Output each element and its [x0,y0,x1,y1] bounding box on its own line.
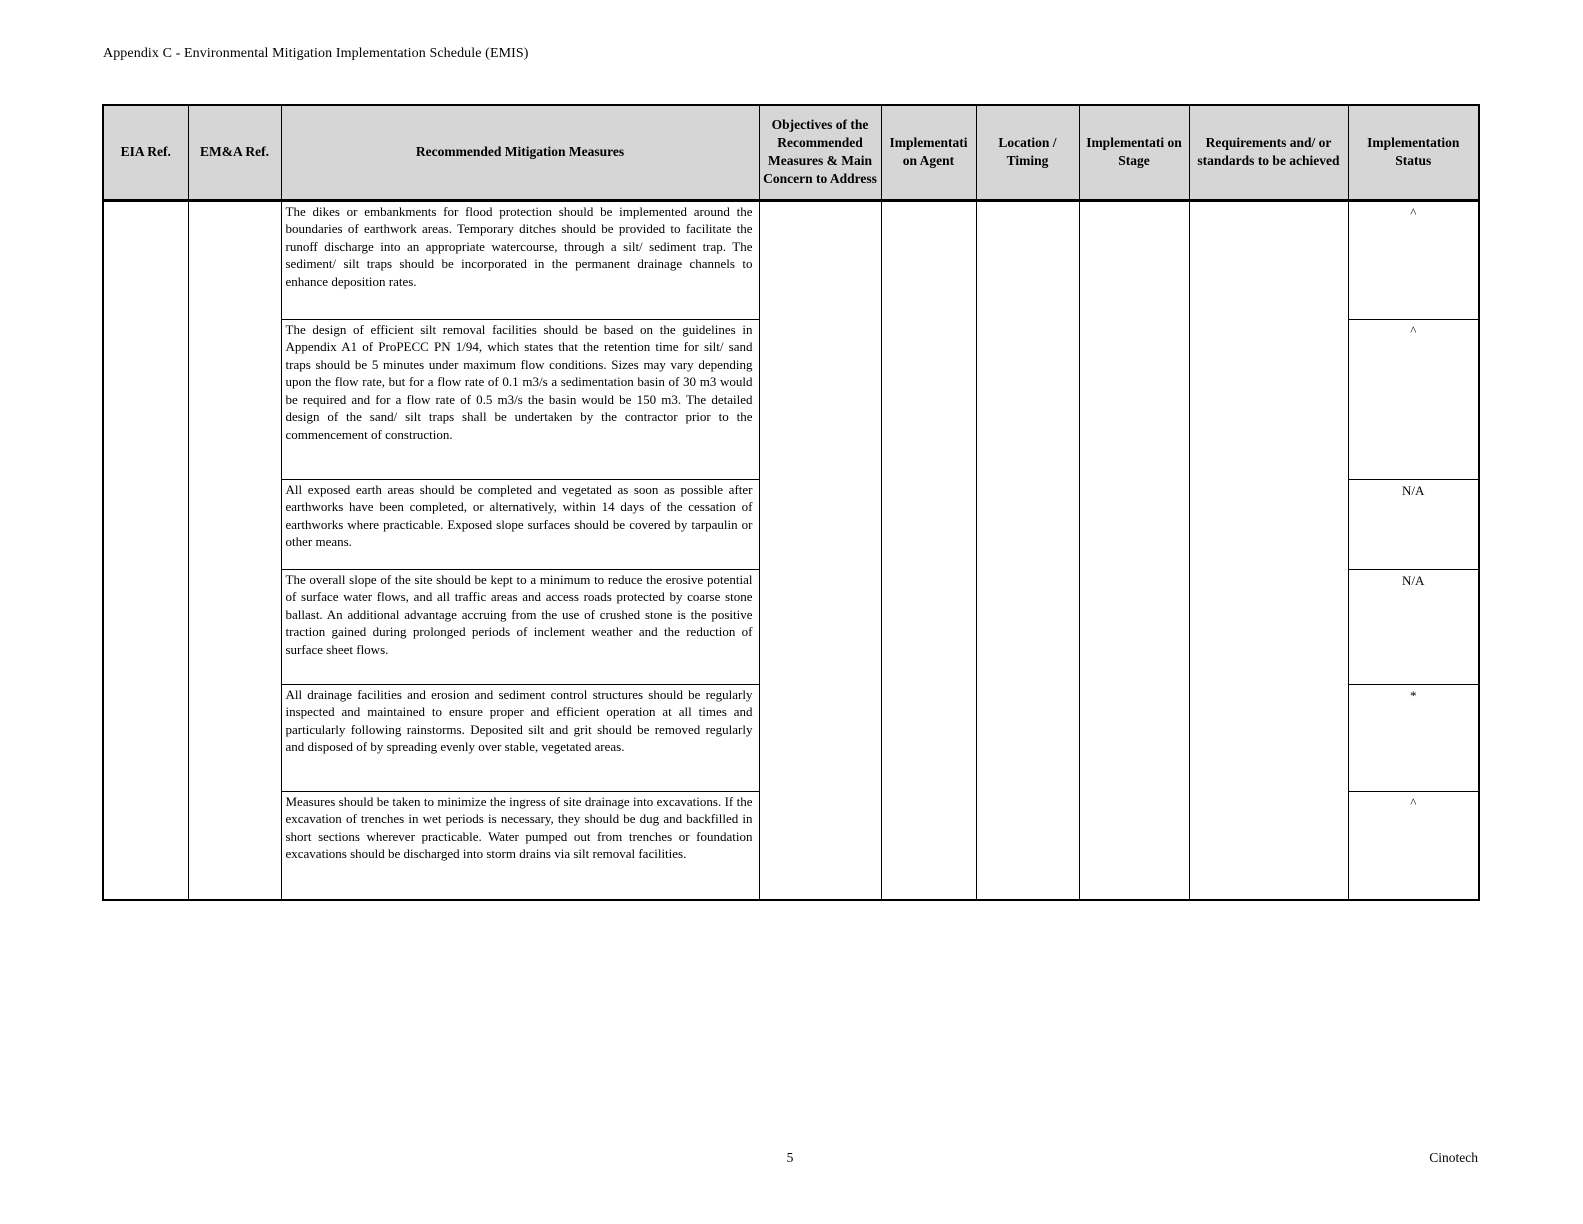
column-header-implementation-stage: Implementati on Stage [1079,105,1189,200]
column-header-recommended-mitigation-measures: Recommended Mitigation Measures [281,105,759,200]
footer-company: Cinotech [1429,1150,1478,1165]
page-footer [102,1150,1478,1170]
page-number: 5 [786,1150,794,1165]
column-header-requirements: Requirements and/ or standards to be achieved [1189,105,1348,200]
table-row [103,200,1479,319]
measure-cell: The design of efficient silt removal facilities should be based on the guidelines in Appendix A1 of ProPECC PN 1/94, which states that the retention time for silt/ sand traps should be 5 minutes under maximum flow conditions. Sizes may vary depending upon the flow rate, but for a flow rate of 0.1 m3/s a sedimentation basin of 30 m3 would be required and for a flow rate of 0.5 m3/s the basin would be 150 m3. The detailed design of the sand/ silt traps shall be undertaken by the contractor prior to the commencement of construction. [281,319,759,479]
status-cell: ^ [1348,791,1479,900]
ema-ref-body-cell [188,200,281,900]
objectives-body-cell [759,200,881,900]
status-cell: * [1348,684,1479,791]
emis-table [102,104,1480,901]
status-cell: N/A [1348,479,1479,569]
status-cell: ^ [1348,319,1479,479]
column-header-location-timing: Location / Timing [976,105,1079,200]
table-header-row [103,105,1479,200]
status-cell: N/A [1348,569,1479,684]
measure-cell: Measures should be taken to minimize the ingress of site drainage into excavations. If the excavation of trenches in wet periods is necessary, they should be dug and backfilled in short sections wherever practicable. Water pumped out from trenches or foundation excavations should be discharged into storm drains via silt removal facilities. [281,791,759,900]
status-cell: ^ [1348,200,1479,319]
column-header-implementation-agent: Implementati on Agent [881,105,976,200]
column-header-eia-ref: EIA Ref. [103,105,188,200]
column-header-ema-ref: EM&A Ref. [188,105,281,200]
measure-cell: All drainage facilities and erosion and sediment control structures should be regularly inspected and maintained to ensure proper and efficient operation at all times and particularly following rainstorms. Deposited silt and grit should be removed regularly and disposed of by spreading evenly over stable, vegetated areas. [281,684,759,791]
column-header-objectives: Objectives of the Recommended Measures & Main Concern to Address [759,105,881,200]
measure-cell: The overall slope of the site should be kept to a minimum to reduce the erosive potential of surface water flows, and all traffic areas and access roads protected by coarse stone ballast. An additional advantage accruing from the use of crushed stone is the positive traction gained during prolonged periods of inclement weather and the reduction of surface sheet flows. [281,569,759,684]
implementation-agent-body-cell [881,200,976,900]
implementation-stage-body-cell [1079,200,1189,900]
measure-cell: The dikes or embankments for flood protection should be implemented around the boundaries of earthwork areas. Temporary ditches should be provided to facilitate the runoff discharge into an appropriate watercourse, through a silt/ sediment trap. The sediment/ silt traps should be incorporated in the permanent drainage channels to enhance deposition rates. [281,200,759,319]
location-timing-body-cell [976,200,1079,900]
measure-cell: All exposed earth areas should be completed and vegetated as soon as possible after earthworks have been completed, or alternatively, within 14 days of the cessation of earthworks where practicable. Exposed slope surfaces should be covered by tarpaulin or other means. [281,479,759,569]
requirements-body-cell [1189,200,1348,900]
eia-ref-body-cell [103,200,188,900]
page-title: Appendix C - Environmental Mitigation Implementation Schedule (EMIS) [103,46,529,61]
column-header-implementation-status: Implementation Status [1348,105,1479,200]
